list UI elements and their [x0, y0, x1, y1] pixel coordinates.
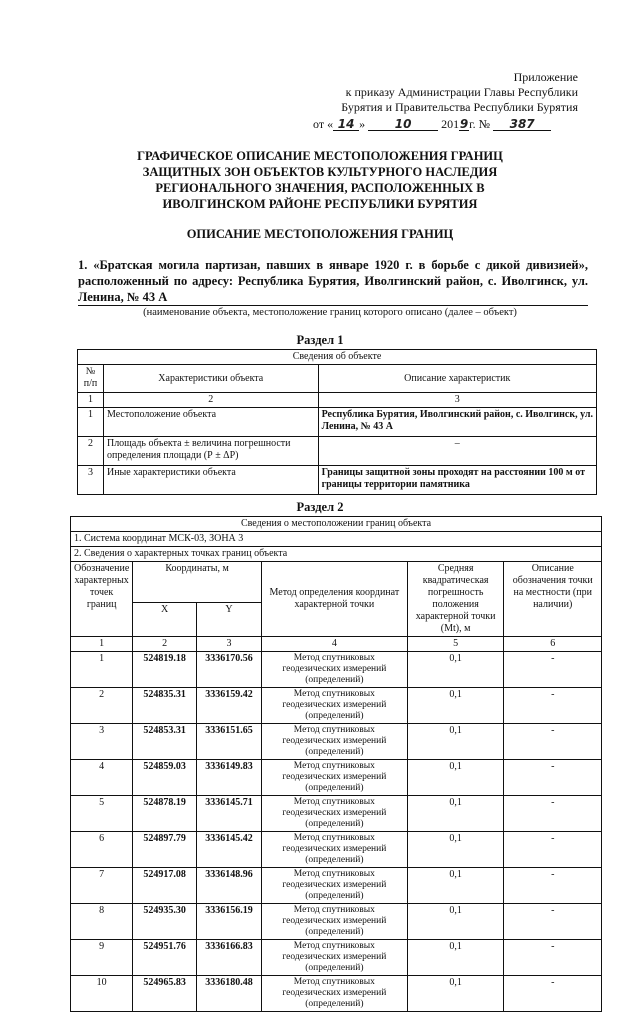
coord-x: 524859.03 — [133, 760, 197, 796]
coord-y: 3336151.65 — [197, 724, 262, 760]
method-cell: Метод спутниковых геодезических измерений (определений) — [261, 760, 407, 796]
coord-y: 3336145.42 — [197, 832, 262, 868]
table-row — [71, 724, 602, 760]
method-cell: Метод спутниковых геодезических измерений (определений) — [261, 724, 407, 760]
section2-title: Раздел 2 — [296, 500, 344, 514]
order-number: 387 — [493, 117, 551, 131]
document-title: ГРАФИЧЕСКОЕ ОПИСАНИЕ МЕСТОПОЛОЖЕНИЯ ГРАНИЦ ЗАЩИТНЫХ ЗОН ОБЪЕКТОВ КУЛЬТУРНОГО НАСЛЕДИЯ РЕГИОНАЛЬНОГО ЗНАЧЕНИЯ, РАСПОЛОЖЕННЫХ В ИВОЛГИНСКОМ РАЙОНЕ РЕСПУБЛИКИ БУРЯТИЯ — [137, 149, 503, 211]
coord-y: 3336170.56 — [197, 652, 262, 688]
col-coords-header: Координаты, м — [133, 562, 262, 603]
table-row — [71, 652, 602, 688]
point-number: 3 — [71, 724, 133, 760]
order-day: 14 — [333, 117, 359, 131]
appendix-order-line: к приказу Администрации Главы Республики — [345, 85, 578, 99]
section1-table: Сведения об объекте № п/п Характеристики объекта Описание характеристик 1 2 3 1 Местоположение объекта Республика Бурятия, Иволгинский район, с. Иволгинск, ул. Ленина, № 43 А 2 Площадь объекта ± величина погрешности определения площади (Р ± ΔР) – 3 Иные характеристики объекта Границы защитной зоны проходят на расстоянии 100 м от границы территории памятника — [77, 349, 597, 495]
col-desc-header: Описание характеристик — [318, 365, 596, 393]
error-cell: 0,1 — [407, 940, 504, 976]
order-year-digit: 9 — [459, 117, 469, 131]
point-desc: - — [504, 688, 602, 724]
coord-x: 524935.30 — [133, 904, 197, 940]
coord-x: 524878.19 — [133, 796, 197, 832]
coord-x: 524835.31 — [133, 688, 197, 724]
method-cell: Метод спутниковых геодезических измерений (определений) — [261, 688, 407, 724]
coord-y: 3336148.96 — [197, 868, 262, 904]
table-row: 3 Иные характеристики объекта Границы защитной зоны проходят на расстоянии 100 м от границы территории памятника — [78, 466, 597, 495]
point-desc: - — [504, 832, 602, 868]
table-row: 1 Местоположение объекта Республика Бурятия, Иволгинский район, с. Иволгинск, ул. Ленина, № 43 А — [78, 408, 597, 437]
table-row — [71, 976, 602, 1012]
coord-y: 3336180.48 — [197, 976, 262, 1012]
table-row — [71, 688, 602, 724]
coord-x: 524965.83 — [133, 976, 197, 1012]
coord-x: 524917.08 — [133, 868, 197, 904]
method-cell: Метод спутниковых геодезических измерений (определений) — [261, 940, 407, 976]
col-y-header: Y — [197, 603, 262, 637]
error-cell: 0,1 — [407, 652, 504, 688]
section2-table: Сведения о местоположении границ объекта 1. Система координат МСК-03, ЗОНА 3 2. Сведения о характерных точках границ объекта Обозначение характерных точек границ Координаты, м Метод определения координат характерной точки Средняя квадратическая погрешность положения характерной точки (Mt), м Описание обозначения точки на местности (при наличии) X Y 1 2 3 4 5 6 1 524819.18 3336170.56 Метод спутниковых геодезических измерений (определений) 0,1 - 2 524835.31 3336159.42 Метод спутниковых геодезических измерений (определений) 0,1 - 3 524853.31 3336151.65 Метод спутниковых геодезических измерений (определений) 0,1 - 4 524859.03 3336149.83 Метод спутниковых геодезических измерений (определений) 0,1 - 5 524878.19 3336145.71 Метод спутниковых геодезических измерений (определений) 0,1 - 6 524897.79 3336145.42 Метод спутниковых геодезических измерений (определений) 0,1 - 7 524917.08 3336148.96 Метод спутниковых геодезических измерений (определений) 0,1 - 8 524935.30 3336156.19 Метод спутниковых геодезических измерений (определений) 0,1 - 9 524951.76 3336166.83 Метод спутниковых геодезических измерений (определений) 0,1 - 10 524965.83 3336180.48 Метод спутниковых геодезических измерений (определений) 0,1 - — [70, 516, 602, 1012]
point-desc: - — [504, 796, 602, 832]
order-date-number: от « 14 » 10 2019г. № 387 — [313, 117, 588, 132]
point-desc: - — [504, 868, 602, 904]
coord-x: 524951.76 — [133, 940, 197, 976]
method-cell: Метод спутниковых геодезических измерений (определений) — [261, 832, 407, 868]
point-number: 1 — [71, 652, 133, 688]
error-cell: 0,1 — [407, 760, 504, 796]
section1-title: Раздел 1 — [296, 333, 344, 347]
error-cell: 0,1 — [407, 796, 504, 832]
point-desc: - — [504, 760, 602, 796]
object-underline — [78, 305, 588, 306]
method-cell: Метод спутниковых геодезических измерений (определений) — [261, 904, 407, 940]
order-month: 10 — [368, 117, 438, 131]
appendix-label: Приложение — [513, 70, 578, 84]
coord-y: 3336159.42 — [197, 688, 262, 724]
method-cell: Метод спутниковых геодезических измерений (определений) — [261, 868, 407, 904]
col-point-desc-header: Описание обозначения точки на местности (при наличии) — [504, 562, 602, 637]
appendix-block — [308, 70, 578, 115]
error-cell: 0,1 — [407, 904, 504, 940]
point-desc: - — [504, 940, 602, 976]
coord-y: 3336145.71 — [197, 796, 262, 832]
method-cell: Метод спутниковых геодезических измерений (определений) — [261, 976, 407, 1012]
point-number: 2 — [71, 688, 133, 724]
table-row — [71, 868, 602, 904]
section2-header: Сведения о местоположении границ объекта — [71, 517, 602, 532]
col-num-header: № п/п — [78, 365, 104, 393]
error-cell: 0,1 — [407, 976, 504, 1012]
table-row: 2 Площадь объекта ± величина погрешности определения площади (Р ± ΔР) – — [78, 437, 597, 466]
col-error-header: Средняя квадратическая погрешность положения характерной точки (Mt), м — [407, 562, 504, 637]
point-number: 10 — [71, 976, 133, 1012]
col-method-header: Метод определения координат характерной точки — [261, 562, 407, 637]
point-number: 8 — [71, 904, 133, 940]
error-cell: 0,1 — [407, 832, 504, 868]
section1-header: Сведения об объекте — [78, 350, 597, 365]
col-x-header: X — [133, 603, 197, 637]
coord-y: 3336166.83 — [197, 940, 262, 976]
coord-y: 3336156.19 — [197, 904, 262, 940]
document-subtitle: ОПИСАНИЕ МЕСТОПОЛОЖЕНИЯ ГРАНИЦ — [186, 227, 454, 241]
coord-x: 524897.79 — [133, 832, 197, 868]
table-row — [71, 940, 602, 976]
point-number: 6 — [71, 832, 133, 868]
point-number: 7 — [71, 868, 133, 904]
coord-x: 524819.18 — [133, 652, 197, 688]
point-desc: - — [504, 724, 602, 760]
point-number: 4 — [71, 760, 133, 796]
point-number: 5 — [71, 796, 133, 832]
point-desc: - — [504, 904, 602, 940]
error-cell: 0,1 — [407, 724, 504, 760]
method-cell: Метод спутниковых геодезических измерений (определений) — [261, 796, 407, 832]
error-cell: 0,1 — [407, 688, 504, 724]
point-desc: - — [504, 976, 602, 1012]
point-number: 9 — [71, 940, 133, 976]
col-char-header: Характеристики объекта — [103, 365, 318, 393]
point-desc: - — [504, 652, 602, 688]
points-header: 2. Сведения о характерных точках границ объекта — [71, 547, 602, 562]
coord-y: 3336149.83 — [197, 760, 262, 796]
coordinate-system: 1. Система координат МСК-03, ЗОНА 3 — [71, 532, 602, 547]
method-cell: Метод спутниковых геодезических измерений (определений) — [261, 652, 407, 688]
table-row — [71, 904, 602, 940]
table-row — [71, 796, 602, 832]
table-row — [71, 760, 602, 796]
error-cell: 0,1 — [407, 868, 504, 904]
table-row — [71, 832, 602, 868]
coord-x: 524853.31 — [133, 724, 197, 760]
object-caption: (наименование объекта, местоположение границ которого описано (далее – объект) — [143, 307, 517, 318]
appendix-authority-line: Бурятия и Правительства Республики Бурятия — [341, 100, 578, 114]
col-designation-header: Обозначение характерных точек границ — [71, 562, 133, 637]
object-name: 1. «Братская могила партизан, павших в январе 1920 г. в борьбе с дикой дивизией», расположенный по адресу: Республика Бурятия, Иволгинский район, с. Иволгинск, ул. Ленина, № 43 А — [78, 258, 588, 304]
